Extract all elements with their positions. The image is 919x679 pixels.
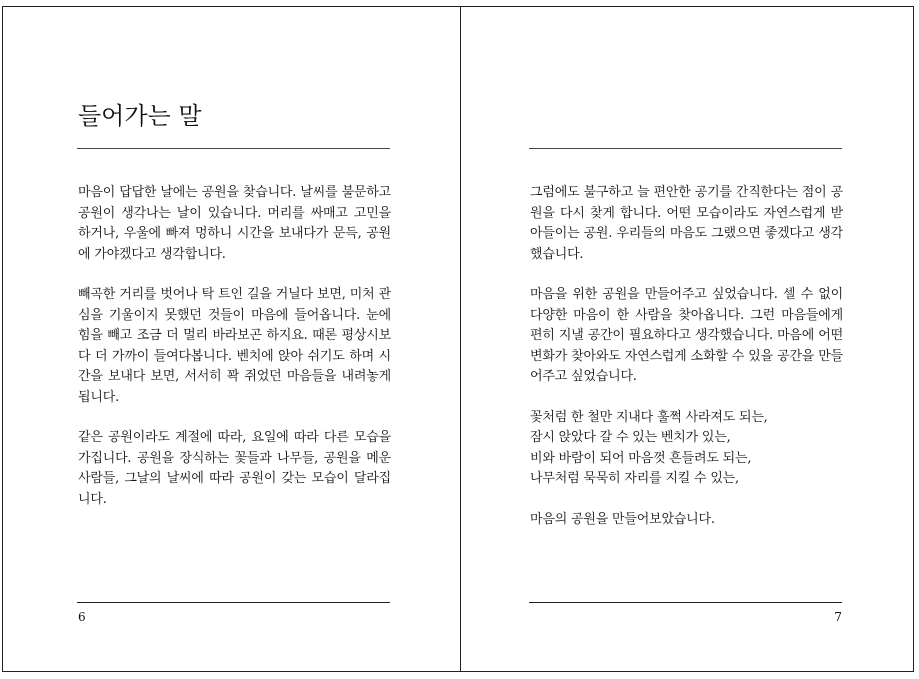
title-rule (77, 148, 390, 149)
header-rule (529, 148, 842, 149)
page-number: 7 (834, 610, 842, 624)
left-page (77, 7, 390, 671)
page-number: 6 (78, 610, 86, 624)
paragraph: 그럼에도 불구하고 늘 편안한 공기를 간직한다는 점이 공원을 다시 찾게 합니다. 어떤 모습이라도 자연스럽게 받아들이는 공원. 우리들의 마음도 그랬으면 좋겠다고 생각했습니다. (530, 185, 843, 262)
verse (530, 408, 843, 490)
closing-line: 마음의 공원을 만들어보았습니다. (530, 511, 715, 527)
right-page (529, 7, 842, 671)
footer-rule (77, 602, 390, 603)
left-page-body (78, 183, 391, 530)
verse-line: 비와 바람이 되어 마음껏 흔들려도 되는, (530, 450, 752, 466)
paragraph: 마음이 답답한 날에는 공원을 찾습니다. 날씨를 불문하고 공원이 생각나는 날이 있습니다. 머리를 싸매고 고민을 하거나, 우울에 빠져 멍하니 시간을 보내다가 문득, 공원에 가야겠다고 생각합니다. (78, 185, 391, 262)
verse-line: 잠시 앉았다 갈 수 있는 벤치가 있는, (530, 430, 731, 445)
paragraph: 같은 공원이라도 계절에 따라, 요일에 따라 다른 모습을 가집니다. 공원을 장식하는 꽃들과 나무들, 공원을 메운 사람들, 그날의 날씨에 따라 공원이 갖는 모습이 달라집니다. (78, 430, 391, 507)
right-page-body (530, 183, 843, 550)
verse-line: 나무처럼 묵묵히 자리를 지킬 수 있는, (530, 471, 739, 486)
page-gutter (460, 7, 461, 671)
paragraph: 빼곡한 거리를 벗어나 탁 트인 길을 거닐다 보면, 미처 관심을 기울이지 못했던 것들이 마음에 들어옵니다. 눈에 힘을 빼고 조금 더 멀리 바라보곤 하지요. 때론 평상시보다 더 가까이 들여다봅니다. 벤치에 앉아 쉬기도 하며 시간을 보내다 보면, 서서히 꽉 쥐었던 마음들을 내려놓게 됩니다. (78, 287, 391, 405)
chapter-title: 들어가는 말 (78, 102, 202, 130)
book-spread (2, 6, 914, 672)
verse-line: 꽃처럼 한 철만 지내다 훌쩍 사라져도 되는, (530, 409, 768, 425)
footer-rule (529, 602, 842, 603)
paragraph: 마음을 위한 공원을 만들어주고 싶었습니다. 셀 수 없이 다양한 마음이 한 사람을 찾아옵니다. 그런 마음들에게 편히 지낼 공간이 필요하다고 생각했습니다. 마음에 어떤 변화가 찾아와도 자연스럽게 소화할 수 있을 공간을 만들어주고 싶었습니다. (530, 287, 843, 384)
